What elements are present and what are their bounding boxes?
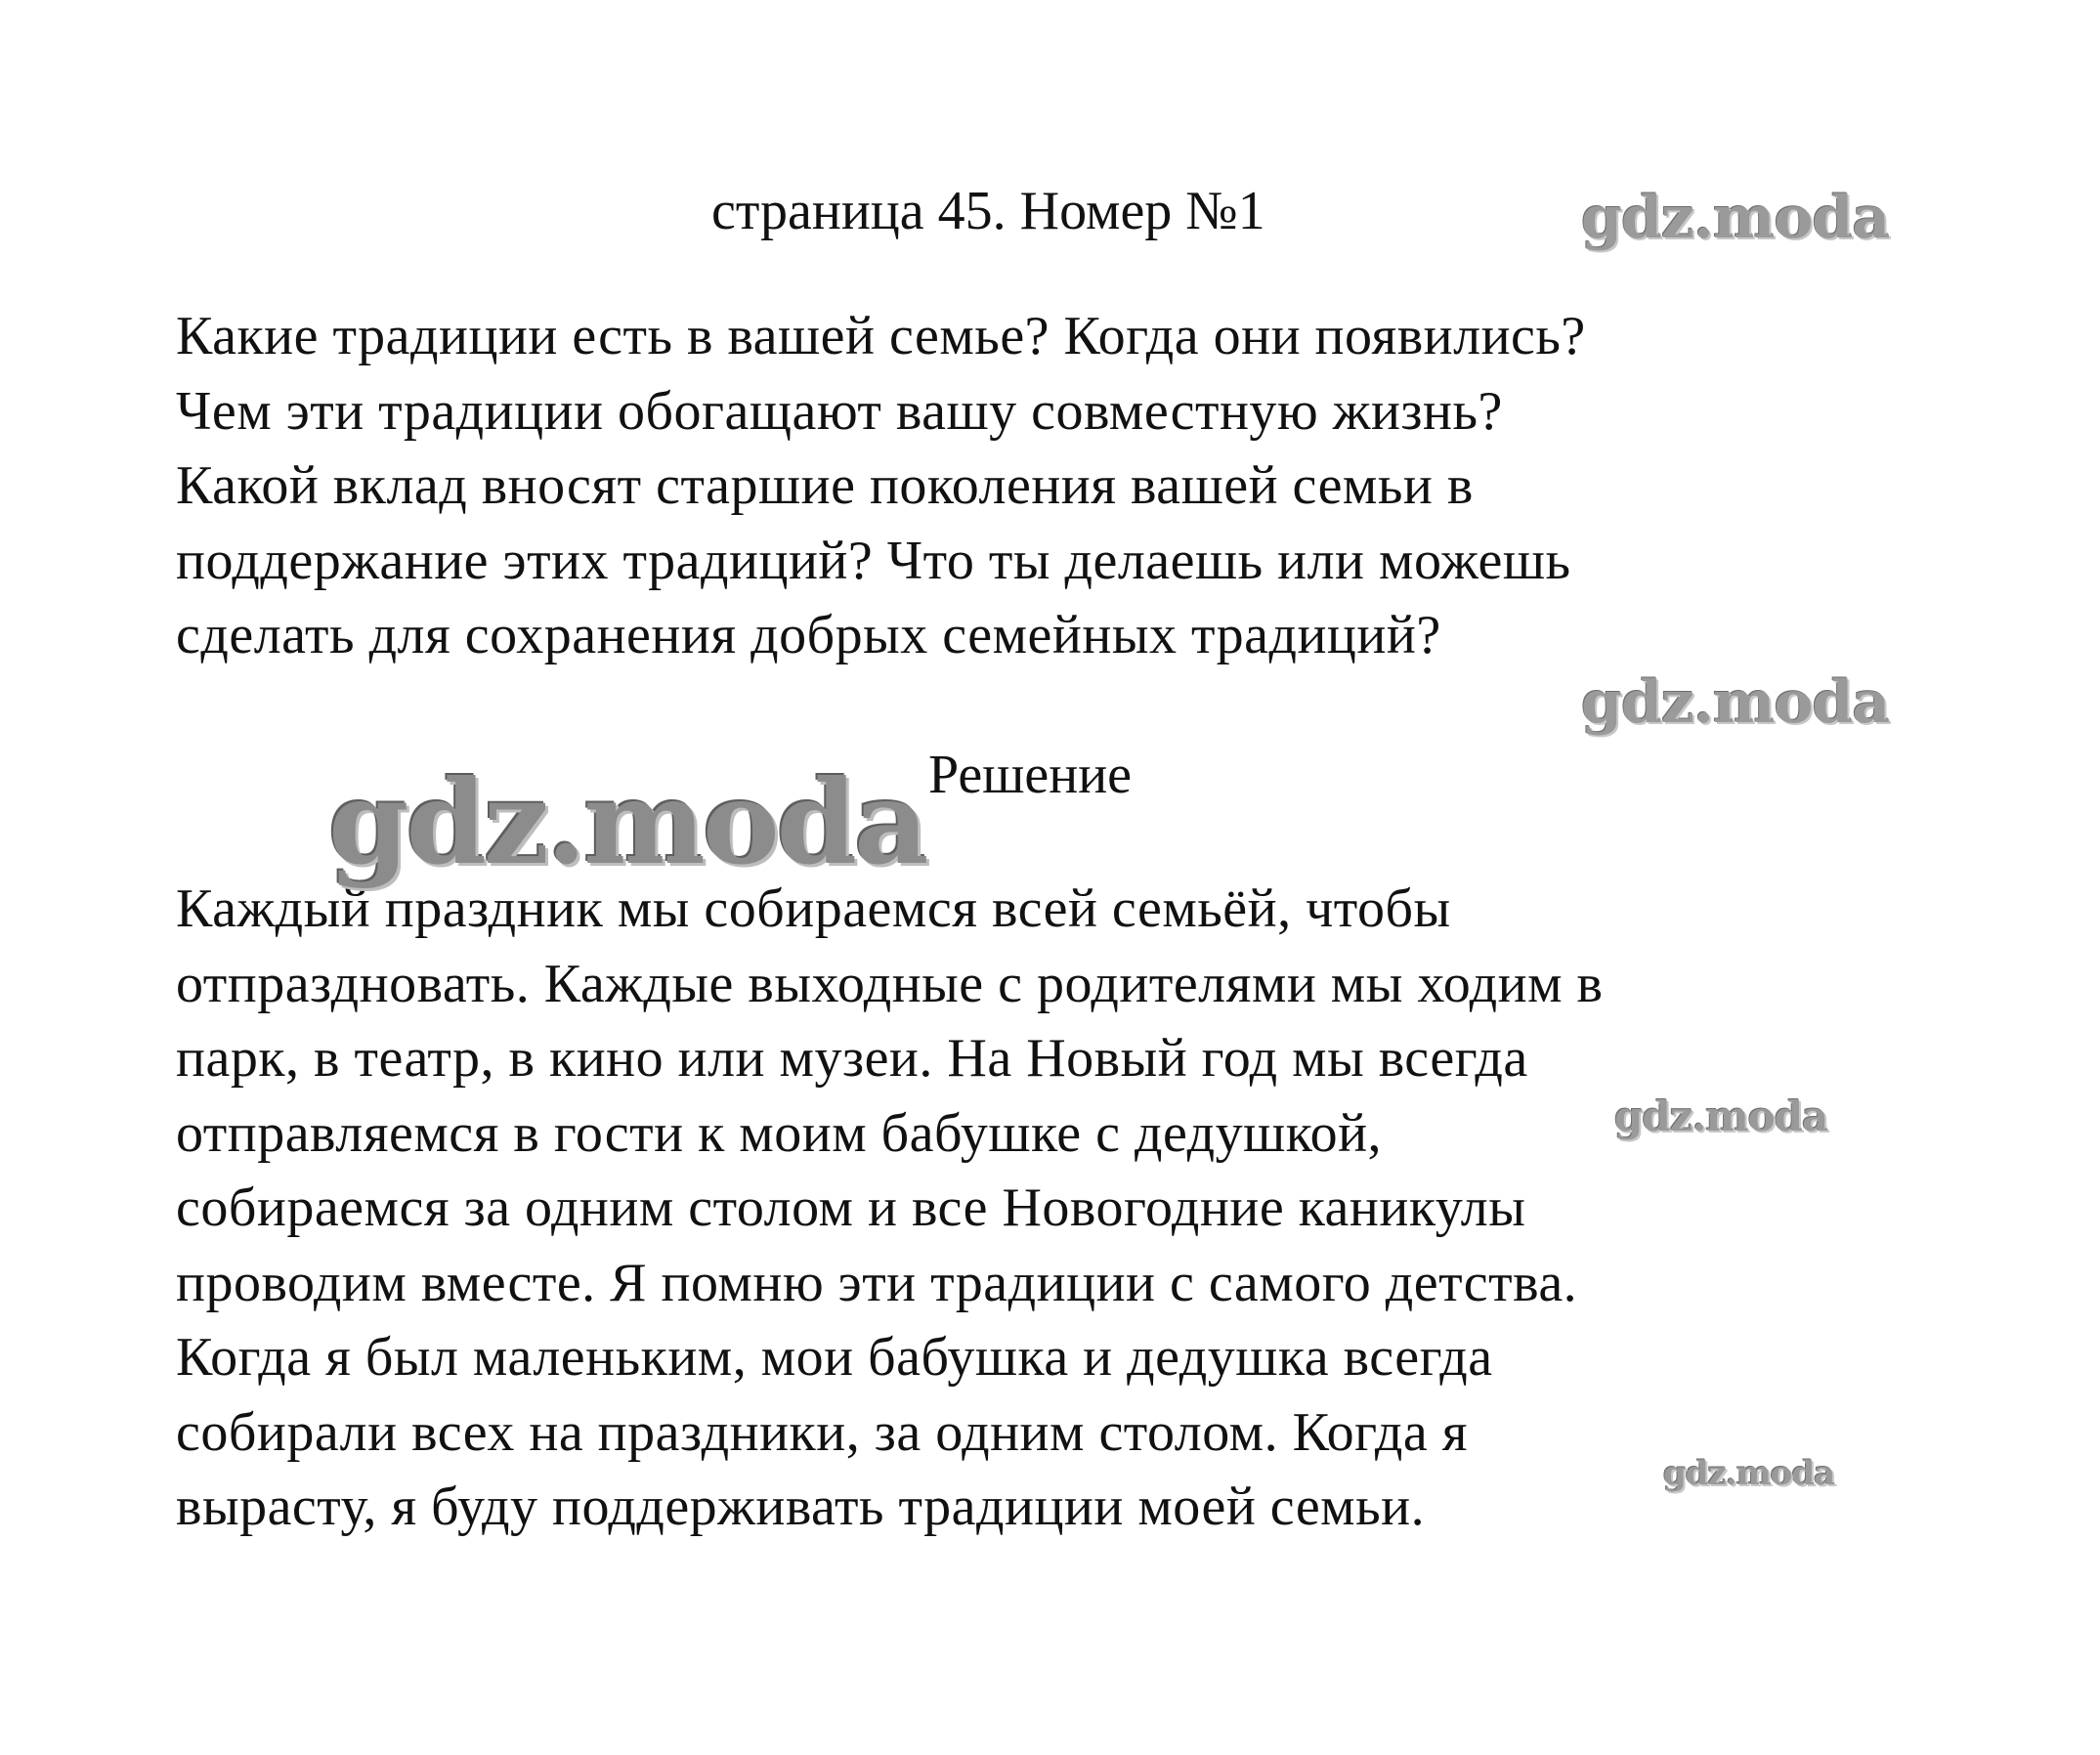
solution-line: проводим вместе. Я помню эти традиции с самого детства. <box>176 1252 1578 1313</box>
watermark-logo: gdz.moda <box>1581 668 1890 737</box>
question-text <box>176 299 1586 673</box>
solution-line: собирали всех на праздники, за одним столом. Когда я <box>176 1401 1468 1463</box>
question-line: поддержание этих традиций? Что ты делаешь или можешь <box>176 530 1571 591</box>
watermark-logo: gdz.moda <box>1663 1454 1835 1493</box>
solution-text <box>176 872 1603 1545</box>
solution-line: отпраздновать. Каждые выходные с родителями мы ходим в <box>176 953 1604 1014</box>
question-line: Какие традиции есть в вашей семье? Когда они появились? <box>176 306 1586 366</box>
solution-line: Когда я был маленьким, мои бабушка и дедушка всегда <box>176 1327 1493 1388</box>
question-line: Какой вклад вносят старшие поколения вашей семьи в <box>176 455 1474 516</box>
solution-line: собираемся за одним столом и все Новогодние каникулы <box>176 1177 1526 1238</box>
watermark-logo: gdz.moda <box>1614 1092 1828 1140</box>
question-line: Чем эти традиции обогащают вашу совместную жизнь? <box>176 380 1503 442</box>
watermark-logo: gdz.moda <box>328 754 926 890</box>
watermark-logo: gdz.moda <box>1581 184 1890 252</box>
solution-line: отправляемся в гости к моим бабушке с дедушкой, <box>176 1102 1383 1164</box>
solution-heading: Решение <box>928 745 1133 805</box>
solution-line: парк, в театр, в кино или музеи. На Новый год мы всегда <box>176 1028 1528 1089</box>
page-title: страница 45. Номер №1 <box>711 181 1265 241</box>
question-line: сделать для сохранения добрых семейных традиций? <box>176 605 1441 665</box>
solution-line: Каждый праздник мы собираемся всей семьёй, чтобы <box>176 878 1451 939</box>
solution-line: вырасту, я буду поддерживать традиции моей семьи. <box>176 1477 1426 1537</box>
